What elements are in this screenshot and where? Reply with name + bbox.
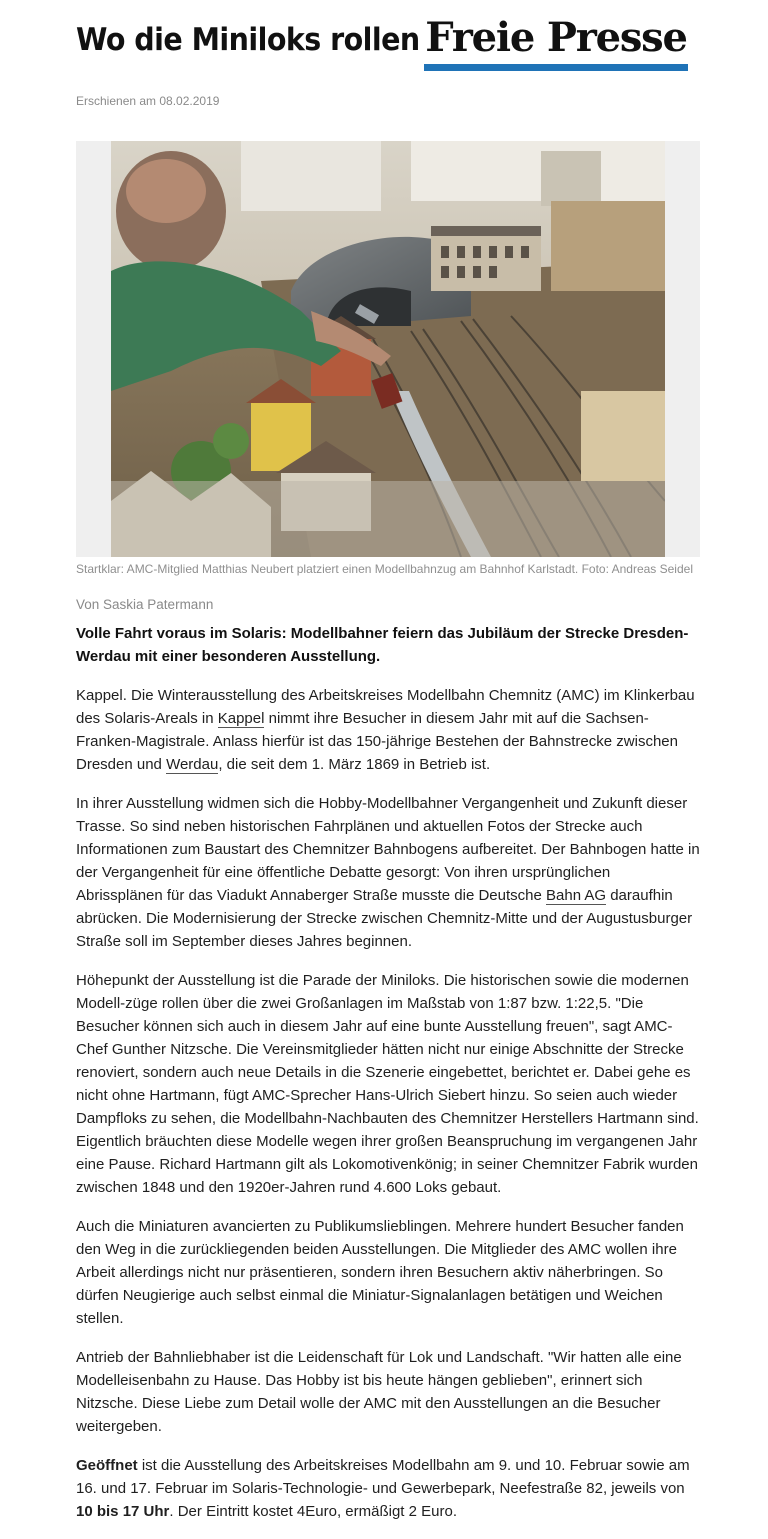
link-bahn-ag[interactable]: Bahn AG: [546, 887, 607, 904]
paragraph-1: [76, 684, 700, 776]
header: [76, 0, 700, 86]
paragraph-5: Antrieb der Bahnliebhaber ist die Leidenschaft für Lok und Landschaft. "Wir hatten alle eine Modelleisenbahn zu Hause. Das Hobby ist bis heute hängen geblieben", erinnert sich Nitzsche. Diese Liebe zum Detail wolle der AMC mit den Ausstellungen an die Besucher weitergeben.: [76, 1349, 682, 1435]
link-kappel[interactable]: Kappel: [217, 710, 265, 727]
text-segment: In ihrer Ausstellung widmen sich die Hobby-Modellbahner Vergangenheit und Zukunft dieser Trasse. So sind neben historischen Fahrplänen und aktuellen Fotos der Strecke auch Informationen zum Baustart des Chemnitzer Bahnbogens aufbereitet. Der Bahnbogen hatte in der Vergangenheit für eine öffentliche Debatte gesorgt: Von ihren ursprünglichen Abrissplänen für das Viadukt Annaberger Straße musste die Deutsche: [76, 795, 700, 904]
bold-opened: Geöffnet: [76, 1457, 138, 1474]
model-railway-illustration: [111, 141, 665, 557]
author-byline: Von Saskia Patermann: [76, 597, 214, 612]
text-segment: nimmt ihre Besucher in diesem Jahr mit auf die Sachsen-Franken-Magistrale. Anlass hierfür ist das 150-jährige Bestehen der Bahnstrecke zwischen Dresden und: [76, 710, 678, 773]
paragraph-6: [76, 1454, 700, 1523]
logo-text: Freie Presse: [425, 14, 687, 61]
article-photo: [111, 141, 665, 557]
text-segment: . Der Eintritt kostet 4Euro, ermäßigt 2 Euro.: [169, 1503, 457, 1520]
paragraph-3: Höhepunkt der Ausstellung ist die Parade der Miniloks. Die historischen sowie die modernen Modell-züge rollen über die zwei Großanlagen im Maßstab von 1:87 bzw. 1:22,5. "Die Besucher können sich auch in diesem Jahr auf eine bunte Ausstellung freuen", sagt AMC-Chef Gunther Nitzsche. Die Vereinsmitglieder hätten nicht nur einige Abschnitte der Strecke renoviert, sondern auch neue Details in die Szenerie eingebettet, berichtet er. Dabei gehe es nicht ohne Hartmann, fügt AMC-Sprecher Hans-Ulrich Siebert hinzu. So seien auch wieder Dampfloks zu sehen, die Modellbahn-Nachbauten des Chemnitzer Herstellers Hartmann sind. Eigentlich bräuchten diese Modelle wegen ihrer großen Beanspruchung im vergangenen Jahr eine Pause. Richard Hartmann gilt als Lokomotivenkönig; in seiner Chemnitzer Fabrik wurden zwischen 1848 und den 1920er-Jahren rund 4.600 Loks gebaut.: [76, 972, 699, 1196]
paragraph-4: Auch die Miniaturen avancierten zu Publikumslieblingen. Mehrere hundert Besucher fanden den Weg in die zurückliegenden beiden Ausstellungen. Die Mitglieder des AMC wollen ihre Arbeit allerdings nicht nur präsentieren, sondern ihren Besuchern aktiv näherbringen. So dürfen Neugierige auch selbst einmal die Miniatur-Signalanlagen betätigen und Weichen stellen.: [76, 1218, 684, 1327]
photo-frame: [76, 141, 700, 557]
article-body: [76, 622, 700, 1539]
text-segment: Kappel. Die Winterausstellung des Arbeitskreises Modellbahn Chemnitz (AMC) im Klinkerbau des Solaris-Areals in: [76, 687, 695, 727]
bold-hours: 10 bis 17 Uhr: [76, 1503, 170, 1520]
link-werdau[interactable]: Werdau: [166, 756, 219, 773]
paragraph-2: [76, 792, 700, 953]
article-page: [76, 0, 700, 1520]
text-segment: ist die Ausstellung des Arbeitskreises Modellbahn am 9. und 10. Februar sowie am 16. und 17. Februar im Solaris-Technologie- und Gewerbepark, Neefestraße 82, jeweils von: [76, 1457, 690, 1497]
article-lead: Volle Fahrt voraus im Solaris: Modellbahner feiern das Jubiläum der Strecke Dresden-Werdau mit einer besonderen Ausstellung.: [76, 625, 689, 665]
text-segment: daraufhin abrücken. Die Modernisierung der Strecke zwischen Chemnitz-Mitte und der Augustusburger Straße soll im September dieses Jahres beginnen.: [76, 887, 693, 950]
logo-underline: [424, 64, 688, 71]
photo-caption: Startklar: AMC-Mitglied Matthias Neubert platziert einen Modellbahnzug am Bahnhof Karlstadt. Foto: Andreas Seidel: [76, 562, 693, 576]
text-segment: , die seit dem 1. März 1869 in Betrieb ist.: [218, 756, 491, 773]
publish-date: Erschienen am 08.02.2019: [76, 94, 220, 108]
headline: Wo die Miniloks rollen: [76, 22, 420, 58]
freie-presse-logo[interactable]: [424, 14, 688, 72]
